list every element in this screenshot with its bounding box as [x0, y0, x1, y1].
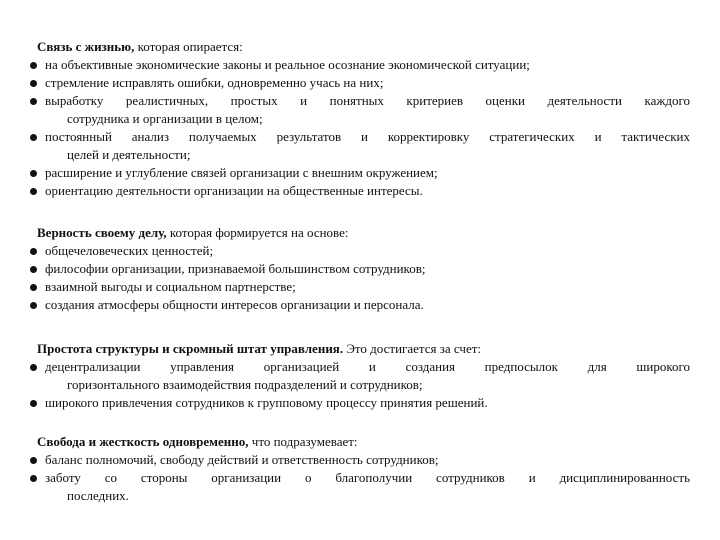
section-heading-bold: Свобода и жесткость одновременно, [37, 434, 249, 449]
list-item-continuation: горизонтального взаимодействия подразделений и сотрудников; [67, 377, 423, 392]
bullet-icon [30, 188, 37, 195]
list-item-text: общечеловеческих ценностей; [45, 243, 214, 258]
list-item [29, 394, 690, 412]
list-item-text: создания атмосферы общности интересов организации и персонала. [45, 297, 424, 312]
list-item [29, 74, 690, 92]
bullet-icon [30, 457, 37, 464]
bullet-icon [30, 248, 37, 255]
list-item [29, 242, 690, 260]
list-item-text: выработку реалистичных, простых и понятных критериев оценки деятельности каждого [45, 93, 690, 108]
bullet-icon [30, 302, 37, 309]
list-item [29, 56, 690, 74]
section-heading-rest: которая формируется на основе: [166, 225, 349, 240]
list-item-text: постоянный анализ получаемых результатов и корректировку стратегических и тактических [45, 129, 690, 144]
bullet-icon [30, 284, 37, 291]
section-heading [29, 340, 690, 358]
bullet-icon [30, 266, 37, 273]
list-item-continuation: сотрудника и организации в целом; [67, 111, 263, 126]
section-heading-bold: Связь с жизнью, [37, 39, 135, 54]
list-item [29, 278, 690, 296]
list-item [29, 164, 690, 182]
section-heading-rest: что подразумевает: [248, 434, 358, 449]
section-heading-bold: Верность своему делу, [37, 225, 167, 240]
list-item-text: заботу со стороны организации о благополучии сотрудников и дисциплинированность [45, 470, 690, 485]
section-heading [29, 433, 690, 451]
list-item-continuation: целей и деятельности; [67, 147, 191, 162]
list-item-text: ориентацию деятельности организации на общественные интересы. [45, 183, 423, 198]
list-item-text: взаимной выгоды и социальном партнерстве; [45, 279, 296, 294]
list-item-text: на объективные экономические законы и реальное осознание экономической ситуации; [45, 57, 530, 72]
section-connection-with-life [29, 38, 690, 200]
list-item [29, 260, 690, 278]
bullet-icon [30, 364, 37, 371]
bullet-icon [30, 475, 37, 482]
bullet-icon [30, 62, 37, 69]
bullet-icon [30, 400, 37, 407]
bullet-icon [30, 98, 37, 105]
section-freedom-and-rigidity [29, 433, 690, 505]
section-loyalty-to-cause [29, 224, 690, 314]
list-item [29, 451, 690, 469]
list-item [29, 358, 690, 394]
list-item-text: децентрализации управления организацией и создания предпосылок для широкого [45, 359, 690, 374]
list-item [29, 182, 690, 200]
section-heading [29, 224, 690, 242]
list-item-text: баланс полномочий, свободу действий и ответственность сотрудников; [45, 452, 439, 467]
list-item-text: стремление исправлять ошибки, одновременно учась на них; [45, 75, 384, 90]
section-heading-bold: Простота структуры и скромный штат управления. [37, 341, 344, 356]
bullet-icon [30, 170, 37, 177]
section-heading-rest: которая опирается: [134, 39, 243, 54]
list-item [29, 128, 690, 164]
bullet-icon [30, 134, 37, 141]
list-item [29, 469, 690, 505]
list-item-text: широкого привлечения сотрудников к групповому процессу принятия решений. [45, 395, 488, 410]
list-item [29, 92, 690, 128]
list-item [29, 296, 690, 314]
section-heading-rest: Это достигается за счет: [343, 341, 482, 356]
section-simple-structure [29, 340, 690, 412]
list-item-text: философии организации, признаваемой большинством сотрудников; [45, 261, 426, 276]
section-heading [29, 38, 690, 56]
list-item-continuation: последних. [67, 488, 129, 503]
bullet-icon [30, 80, 37, 87]
list-item-text: расширение и углубление связей организации с внешним окружением; [45, 165, 438, 180]
